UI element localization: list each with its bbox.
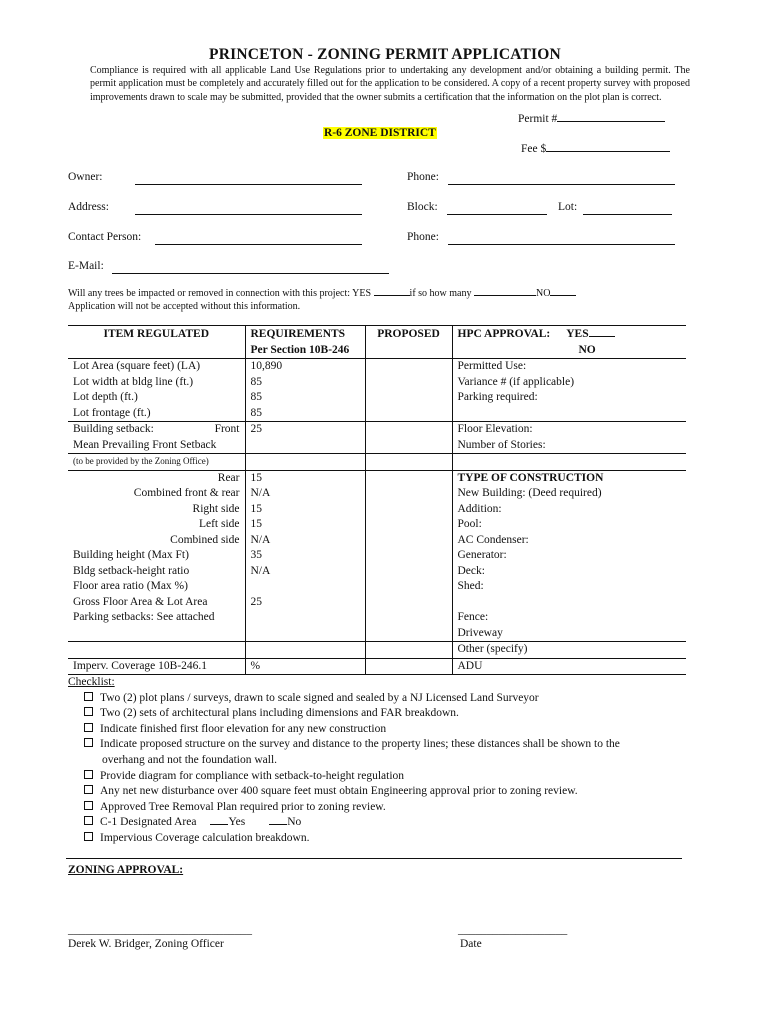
table-row xyxy=(68,422,686,438)
requirement-cell: N/A xyxy=(245,564,365,580)
address-field[interactable] xyxy=(135,214,362,215)
hpc-approval-cell[interactable]: Pool: xyxy=(452,517,686,533)
permit-label: Permit # xyxy=(518,113,558,125)
proposed-cell[interactable] xyxy=(365,502,452,518)
permit-number-field[interactable] xyxy=(518,113,665,125)
item-regulated-cell: Floor area ratio (Max %) xyxy=(73,580,188,592)
checklist-item-text: Provide diagram for compliance with setback-to-height regulation xyxy=(100,769,405,782)
checkbox-icon[interactable] xyxy=(84,785,93,794)
hpc-approval-cell[interactable] xyxy=(452,595,686,611)
proposed-cell[interactable] xyxy=(365,375,452,391)
item-regulated-cell: Imperv. Coverage 10B-246.1 xyxy=(68,658,245,675)
proposed-cell[interactable] xyxy=(365,359,452,375)
requirement-cell xyxy=(245,579,365,595)
hpc-approval-cell[interactable]: Parking required: xyxy=(452,390,686,406)
proposed-cell[interactable] xyxy=(365,658,452,675)
intro-paragraph: Compliance is required with all applicable Land Use Regulations prior to undertaking any development and/or obtaining a building permit. The permit application must be completely and accurately filled out for the application to be considered. A copy of a recent property survey with proposed improvements drawn to scale may be submitted, provided that the owner submits a certification that the information on the plot plan is correct. xyxy=(90,65,690,103)
table-header xyxy=(68,326,686,359)
c1-yes-label: Yes xyxy=(228,816,246,829)
col-requirements xyxy=(245,326,365,359)
item-regulated-cell: Combined front & rear xyxy=(133,487,240,499)
date-line[interactable]: ___________________ xyxy=(458,924,568,936)
checkbox-icon[interactable] xyxy=(84,832,93,841)
table-row xyxy=(68,533,686,549)
item-label: Building setback: xyxy=(73,423,154,435)
col-requirements-line1: REQUIREMENTS xyxy=(250,328,346,340)
c1-yes-field[interactable] xyxy=(210,823,228,825)
hpc-no-label: NO xyxy=(578,343,596,356)
item-regulated-cell: Lot width at bldg line (ft.) xyxy=(73,375,194,388)
table-row xyxy=(68,359,686,375)
table-row xyxy=(68,438,686,454)
proposed-cell[interactable] xyxy=(365,579,452,595)
col-proposed: PROPOSED xyxy=(365,326,452,359)
contact-person-field[interactable] xyxy=(155,244,362,245)
proposed-cell[interactable] xyxy=(365,626,452,642)
item-regulated-cell xyxy=(68,626,245,642)
checklist-item-text: Indicate finished first floor elevation for any new construction xyxy=(100,722,387,735)
checkbox-icon[interactable] xyxy=(84,723,93,732)
requirement-cell: N/A xyxy=(245,533,365,549)
hpc-yes-field[interactable] xyxy=(589,335,615,337)
block-label: Block: xyxy=(407,201,438,213)
signature-line[interactable]: ________________________________ xyxy=(68,924,252,936)
checkbox-icon[interactable] xyxy=(84,816,93,825)
item-regulated-cell: Building height (Max Ft) xyxy=(73,549,189,561)
requirement-cell: 15 xyxy=(245,517,365,533)
item-regulated-cell: Lot depth (ft.) xyxy=(73,391,138,403)
proposed-cell[interactable] xyxy=(365,548,452,564)
trees-how-many-label: if so how many xyxy=(409,288,472,299)
requirement-cell: N/A xyxy=(245,486,365,502)
zone-district-label: R-6 ZONE DISTRICT xyxy=(324,127,436,139)
requirement-cell: 85 xyxy=(245,390,365,406)
zoning-approval-heading: ZONING APPROVAL: xyxy=(68,864,184,876)
checklist-item-8[interactable] xyxy=(68,815,620,831)
phone-label-1: Phone: xyxy=(407,171,439,183)
item-regulated-cell: Bldg setback-height ratio xyxy=(73,564,190,577)
checkbox-icon[interactable] xyxy=(84,801,93,810)
hpc-approval-cell[interactable]: Variance # (if applicable) xyxy=(452,375,686,391)
item-regulated-cell: Mean Prevailing Front Setback xyxy=(68,438,245,454)
col-hpc-approval xyxy=(452,326,686,359)
table-row xyxy=(68,548,686,564)
hpc-approval-cell[interactable] xyxy=(452,406,686,422)
table-row xyxy=(68,564,686,580)
hpc-approval-cell[interactable]: Addition: xyxy=(452,502,686,518)
requirement-cell xyxy=(245,626,365,642)
requirement-cell: 85 xyxy=(245,375,365,391)
table-row xyxy=(68,626,686,642)
requirement-cell: % xyxy=(245,658,365,675)
hpc-approval-cell[interactable]: Generator: xyxy=(452,548,686,564)
lot-field[interactable] xyxy=(583,214,672,215)
checklist-item-7[interactable] xyxy=(68,800,620,816)
c1-no-field[interactable] xyxy=(269,823,287,825)
proposed-cell[interactable] xyxy=(365,406,452,422)
hpc-approval-cell[interactable]: Driveway xyxy=(452,626,686,642)
trees-question-text: Will any trees be impacted or removed in connection with this project: YES xyxy=(68,288,372,299)
proposed-cell[interactable] xyxy=(365,642,452,659)
checklist-item-2[interactable] xyxy=(68,706,620,722)
checkbox-icon[interactable] xyxy=(84,692,93,701)
proposed-cell[interactable] xyxy=(365,610,452,626)
requirement-cell: 25 xyxy=(245,595,365,611)
checklist-item-text: Approved Tree Removal Plan required prior to zoning review. xyxy=(100,800,386,813)
trees-no-label: NO xyxy=(536,288,551,299)
trees-count-field[interactable] xyxy=(474,294,536,296)
table-row xyxy=(68,375,686,391)
c1-no-label: No xyxy=(287,816,302,829)
item-regulated-cell: Combined side xyxy=(170,533,240,546)
hpc-approval-cell[interactable]: Other (specify) xyxy=(452,642,686,659)
checklist-item-text: Impervious Coverage calculation breakdown. xyxy=(100,831,310,844)
checklist-item-text: C-1 Designated Area xyxy=(100,816,197,829)
proposed-cell[interactable] xyxy=(365,595,452,611)
checklist-item-text: Two (2) plot plans / surveys, drawn to scale signed and sealed by a NJ Licensed Land Surveyor xyxy=(100,691,539,704)
owner-field[interactable] xyxy=(135,184,362,185)
proposed-cell[interactable] xyxy=(365,533,452,549)
trees-no-field[interactable] xyxy=(550,294,576,296)
table-row xyxy=(68,486,686,502)
item-regulated-cell: Right side xyxy=(192,502,240,515)
hpc-approval-label: HPC APPROVAL: xyxy=(457,328,551,340)
hpc-yes-label: YES xyxy=(566,328,589,340)
trees-question xyxy=(68,288,576,299)
checklist-item-5[interactable] xyxy=(68,769,620,785)
lot-label: Lot: xyxy=(558,201,578,213)
item-regulated-cell: Rear xyxy=(217,471,240,484)
table-row xyxy=(68,610,686,626)
phone-field-1[interactable] xyxy=(448,184,675,185)
item-regulated-cell: Left side xyxy=(198,518,240,530)
item-regulated-cell: Lot frontage (ft.) xyxy=(68,406,245,422)
proposed-cell[interactable] xyxy=(365,422,452,438)
item-regulated-cell: Gross Floor Area & Lot Area xyxy=(73,595,208,608)
checklist-heading: Checklist: xyxy=(68,676,115,688)
hpc-approval-cell[interactable]: TYPE OF CONSTRUCTION xyxy=(452,470,686,486)
table-row xyxy=(68,579,686,595)
item-sublabel: Front xyxy=(214,423,240,435)
checkbox-icon[interactable] xyxy=(84,770,93,779)
checkbox-icon[interactable] xyxy=(84,707,93,716)
requirement-cell xyxy=(245,454,365,471)
checklist-item-text: Any net new disturbance over 400 square feet must obtain Engineering approval prior to zoning review. xyxy=(100,785,578,798)
table-row xyxy=(68,658,686,675)
checklist-item-3[interactable] xyxy=(68,722,620,738)
checklist xyxy=(68,675,620,847)
fee-field[interactable] xyxy=(521,143,670,155)
col-item-regulated: ITEM REGULATED xyxy=(68,326,245,359)
proposed-cell[interactable] xyxy=(365,454,452,471)
table-row xyxy=(68,517,686,533)
divider xyxy=(66,858,682,859)
col-requirements-line2: Per Section 10B-246 xyxy=(250,343,350,356)
proposed-cell[interactable] xyxy=(365,517,452,533)
proposed-cell[interactable] xyxy=(365,564,452,580)
hpc-approval-cell[interactable]: AC Condenser: xyxy=(452,533,686,549)
checklist-item-1[interactable] xyxy=(68,691,620,707)
owner-label: Owner: xyxy=(68,171,103,183)
checklist-item-4[interactable] xyxy=(68,737,620,753)
table-row xyxy=(68,470,686,486)
checklist-item-4-continued: overhang and not the foundation wall. xyxy=(102,753,278,766)
trees-yes-field[interactable] xyxy=(374,294,410,296)
hpc-approval-cell[interactable]: Number of Stories: xyxy=(452,438,686,454)
hpc-approval-cell[interactable]: ADU xyxy=(452,658,686,675)
zoning-officer-name: Derek W. Bridger, Zoning Officer xyxy=(68,938,224,950)
requirement-cell: 25 xyxy=(245,422,365,438)
requirement-cell: 15 xyxy=(245,502,365,518)
table-row xyxy=(68,454,686,471)
hpc-approval-cell[interactable] xyxy=(452,454,686,471)
checklist-item-6[interactable] xyxy=(68,784,620,800)
requirement-cell: 15 xyxy=(245,470,365,486)
page-title: PRINCETON - ZONING PERMIT APPLICATION xyxy=(209,46,561,63)
hpc-approval-cell[interactable]: New Building: (Deed required) xyxy=(452,486,686,502)
requirements-table xyxy=(68,325,686,675)
requirement-cell: 35 xyxy=(245,548,365,564)
requirement-cell xyxy=(245,642,365,659)
item-regulated-cell xyxy=(68,422,245,438)
checklist-item-text: Indicate proposed structure on the survey and distance to the property lines; these distances shall be shown to the xyxy=(100,738,620,751)
table-row xyxy=(68,595,686,611)
contact-person-label: Contact Person: xyxy=(68,231,142,243)
item-regulated-cell xyxy=(68,642,245,659)
requirement-cell xyxy=(245,438,365,454)
requirement-cell: 85 xyxy=(245,406,365,422)
proposed-cell[interactable] xyxy=(365,486,452,502)
checklist-item-text: Two (2) sets of architectural plans including dimensions and FAR breakdown. xyxy=(100,707,459,720)
phone-label-2: Phone: xyxy=(407,231,439,243)
date-label: Date xyxy=(460,938,482,950)
incomplete-note: Application will not be accepted without this information. xyxy=(68,301,301,312)
email-label: E-Mail: xyxy=(68,260,104,272)
proposed-cell[interactable] xyxy=(365,470,452,486)
email-field[interactable] xyxy=(112,273,389,274)
block-field[interactable] xyxy=(447,214,547,215)
table-row xyxy=(68,406,686,422)
hpc-approval-cell[interactable]: Fence: xyxy=(452,610,686,626)
address-label: Address: xyxy=(68,201,109,213)
hpc-approval-cell[interactable]: Shed: xyxy=(452,579,686,595)
item-regulated-cell: Parking setbacks: See attached xyxy=(73,611,215,623)
fee-label: Fee $ xyxy=(521,143,547,155)
requirement-cell xyxy=(245,610,365,626)
item-regulated-cell: (to be provided by the Zoning Office) xyxy=(68,454,245,471)
phone-field-2[interactable] xyxy=(448,244,675,245)
requirement-cell: 10,890 xyxy=(245,359,365,375)
table-row xyxy=(68,502,686,518)
item-regulated-cell: Lot Area (square feet) (LA) xyxy=(73,360,201,372)
proposed-cell[interactable] xyxy=(365,438,452,454)
table-row xyxy=(68,642,686,659)
checkbox-icon[interactable] xyxy=(84,738,93,747)
hpc-approval-cell[interactable]: Floor Elevation: xyxy=(452,422,686,438)
hpc-approval-cell[interactable]: Permitted Use: xyxy=(452,359,686,375)
hpc-approval-cell[interactable]: Deck: xyxy=(452,564,686,580)
proposed-cell[interactable] xyxy=(365,390,452,406)
checklist-item-9[interactable] xyxy=(68,831,620,847)
table-row xyxy=(68,390,686,406)
